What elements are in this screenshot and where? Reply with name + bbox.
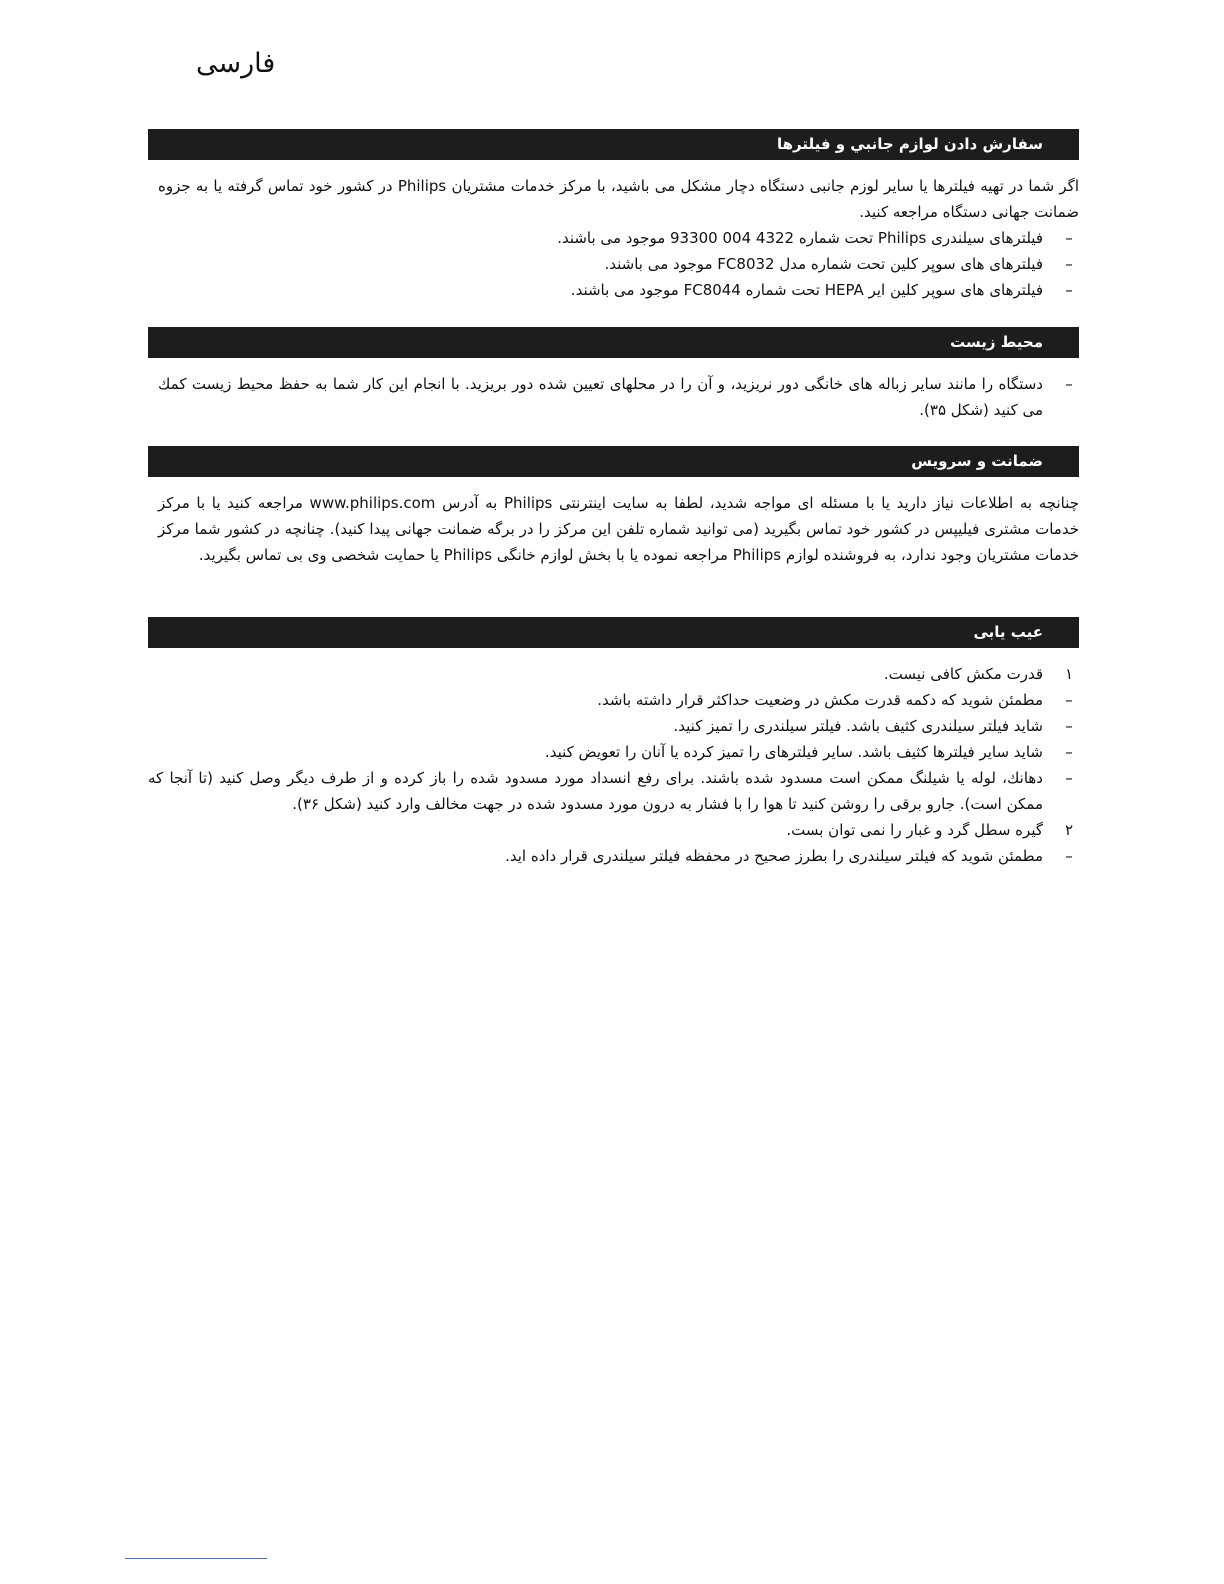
list-item: [148, 277, 1079, 303]
section-environment: [148, 327, 1079, 423]
item-number: ۱: [1064, 665, 1074, 683]
section-guarantee: [148, 446, 1079, 568]
list-item: [148, 371, 1079, 423]
list-item: [148, 765, 1079, 817]
list-item: [148, 843, 1079, 869]
section-heading: ضمانت و سرویس: [148, 446, 1079, 477]
dash-marker: –: [1065, 281, 1073, 299]
list-item: [148, 687, 1079, 713]
list-item-text: دهانك، لوله یا شیلنگ ممکن است مسدود شده باشند. برای رفع انسداد مورد مسدود شده را باز کرده و از طرف دیگر وصل کنید (تا آنجا که ممکن است). جارو برقی را روشن کنید تا هوا را با فشار به درون مورد مسدود شده در جهت مخالف وارد کنید (شکل ۳۶).: [148, 769, 1043, 813]
accessories-intro: اگر شما در تهیه فیلترها یا سایر لوزم جانبی دستگاه دچار مشکل می باشید، با مرکز خدمات مشتریان Philips در کشور خود تماس گرفته یا به جزوه ضمانت جهانی دستگاه مراجعه کنید.: [158, 177, 1079, 221]
list-item-text: شاید سایر فیلترها کثیف باشد. سایر فیلترهای را تمیز کرده یا آنان را تعویض کنید.: [544, 743, 1043, 761]
list-item-text: قدرت مکش کافی نیست.: [883, 665, 1043, 683]
list-item-text: فیلترهای های سوپر کلین تحت شماره مدل FC8032 موجود می باشند.: [604, 255, 1043, 273]
section-troubleshooting: [148, 617, 1079, 869]
list-item-text: گیره سطل گرد و غبار را نمی توان بست.: [786, 821, 1043, 839]
list-item-text: فیلترهای سیلندری Philips تحت شماره 4322 004 93300 موجود می باشند.: [557, 229, 1043, 247]
dash-marker: –: [1065, 743, 1073, 761]
list-item-text: دستگاه را مانند سایر زباله های خانگی دور نریزید، و آن را در محلهای تعیین شده دور بریزید. با انجام این کار شما به حفظ محیط زیست کمك می کنید (شکل ۳۵).: [158, 375, 1043, 419]
list-item-text: مطمئن شوید که دکمه قدرت مکش در وضعیت حداکثر قرار داشته باشد.: [597, 691, 1043, 709]
section-accessories: [148, 129, 1079, 303]
list-item: [148, 225, 1079, 251]
list-item: [148, 713, 1079, 739]
environment-list: [148, 371, 1079, 423]
accessories-list: [148, 225, 1079, 303]
dash-marker: –: [1065, 847, 1073, 865]
section-heading: سفارش دادن لوازم جانبي و فيلترها: [148, 129, 1079, 160]
list-item-text: فیلترهای های سوپر کلین ایر HEPA تحت شماره FC8044 موجود می باشند.: [570, 281, 1043, 299]
section-heading: محیط زیست: [148, 327, 1079, 358]
list-item-text: شاید فیلتر سیلندری کثیف باشد. فیلتر سیلندری را تمیز کنید.: [673, 717, 1043, 735]
item-number: ۲: [1064, 821, 1074, 839]
dash-marker: –: [1065, 375, 1073, 393]
list-item-text: مطمئن شوید که فیلتر سیلندری را بطرز صحیح در محفظه فیلتر سیلندری قرار داده اید.: [505, 847, 1043, 865]
guarantee-text: چنانچه به اطلاعات نیاز دارید یا با مسئله ای مواجه شدید، لطفا به سایت اینترنتی Philips به آدرس www.philips.com مراجعه کنید یا با مرکز خدمات مشتری فیلیپس در کشور خود تماس بگیرید (می توانید شماره تلفن این مرکز را در برگه ضمانت جهانی پیدا کنید). چنانچه در کشور شما مرکز خدمات مشتریان وجود ندارد، به فروشنده لوازم Philips مراجعه نموده یا با بخش لوازم خانگی Philips یا حمایت شخصی وی بی تماس بگیرید.: [158, 494, 1079, 564]
list-item: [148, 739, 1079, 765]
dash-marker: –: [1065, 717, 1073, 735]
dash-marker: –: [1065, 691, 1073, 709]
section-heading: عیب یابی: [148, 617, 1079, 648]
dash-marker: –: [1065, 229, 1073, 247]
language-title: فارسی: [196, 48, 276, 79]
dash-marker: –: [1065, 255, 1073, 273]
list-item: [148, 817, 1079, 843]
list-item: [148, 251, 1079, 277]
dash-marker: –: [1065, 769, 1073, 787]
troubleshooting-list: [148, 661, 1079, 869]
footer-rule: [125, 1558, 267, 1559]
list-item: [148, 661, 1079, 687]
